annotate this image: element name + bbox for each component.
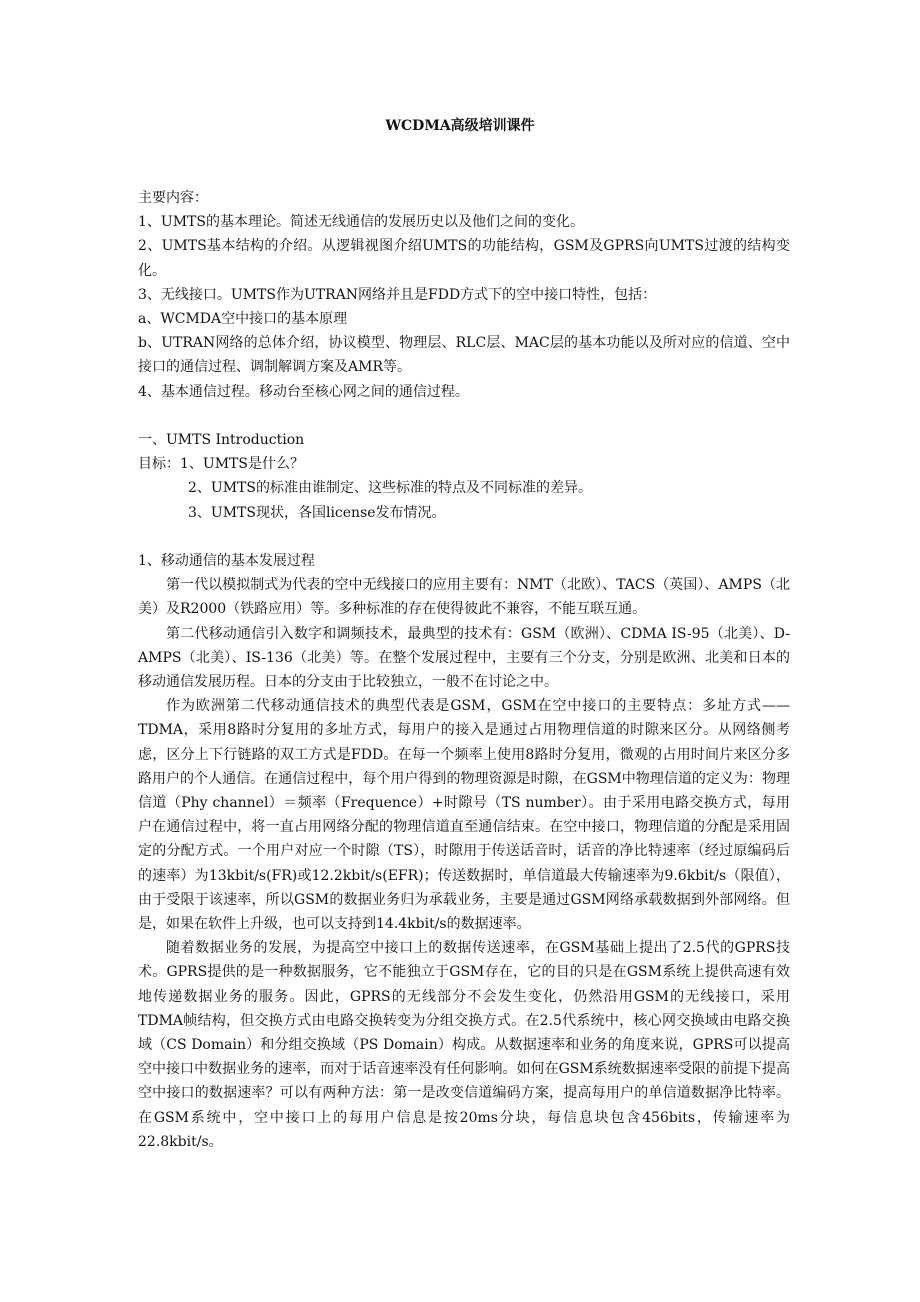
goal-item-3: 3、UMTS现状，各国license发布情况。 [188,504,446,521]
spacer [138,525,790,549]
overview-item-4: 4、基本通信过程。移动台至核心网之间的通信过程。 [138,383,469,400]
paragraph-first-generation: 第一代以模拟制式为代表的空中无线接口的应用主要有：NMT（北欧）、TACS（英国）、AMPS（北美）及R2000（铁路应用）等。多种标准的存在使得彼此不兼容，不能互联互通。 [138,577,790,618]
overview-item-3a: a、WCMDA空中接口的基本原理 [138,311,348,328]
overview-item-2: 2、UMTS基本结构的介绍。从逻辑视图介绍UMTS的功能结构，GSM及GPRS向UMTS过渡的结构变化。 [138,238,790,279]
overview-item-3: 3、无线接口。UMTS作为UTRAN网络并且是FDD方式下的空中接口特性，包括： [138,286,657,303]
goal-item-1: 目标：1、UMTS是什么？ [138,456,304,473]
paragraph-second-generation: 第二代移动通信引入数字和调频技术，最典型的技术有：GSM（欧洲）、CDMA IS-95（北美）、D-AMPS（北美）、IS-136（北美）等。在整个发展过程中，主要有三个分支，分别是欧洲、北美和日本的移动通信发展历程。日本的分支由于比较独立，一般不在讨论之中。 [138,625,790,691]
document-body [138,186,790,1154]
subsection-heading: 1、移动通信的基本发展过程 [138,553,315,570]
overview-heading: 主要内容： [138,190,208,206]
paragraph-gsm: 作为欧洲第二代移动通信技术的典型代表是GSM，GSM在空中接口的主要特点：多址方式——TDMA，采用8路时分复用的多址方式，每用户的接入是通过占用物理信道的时隙来区分。从网络侧考虑，区分上下行链路的双工方式是FDD。在每一个频率上使用8路时分复用，微观的占用时间片来区分多路用户的个人通信。在通信过程中，每个用户得到的物理资源是时隙，在GSM中物理信道的定义为：物理信道（Phy channel）＝频率（Frequence）+时隙号（TS number）。由于采用电路交换方式，每用户在通信过程中，将一直占用网络分配的物理信道直至通信结束。在空中接口，物理信道的分配是采用固定的分配方式。一个用户对应一个时隙（TS），时隙用于传送话音时，话音的净比特速率（经过原编码后的速率）为13kbit/s(FR)或12.2kbit/s(EFR)；传送数据时，单信道最大传输速率为9.6kbit/s（限值），由于受限于该速率，所以GSM的数据业务归为承载业务，主要是通过GSM网络承载数据到外部网络。但是，如果在软件上升级，也可以支持到14.4kbit/s的数据速率。 [138,698,790,933]
overview-item-1: 1、UMTS的基本理论。简述无线通信的发展历史以及他们之间的变化。 [138,214,584,231]
document-title: WCDMA高级培训课件 [385,118,535,134]
paragraph-gprs: 随着数据业务的发展，为提高空中接口上的数据传送速率，在GSM基础上提出了2.5代的GPRS技术。GPRS提供的是一种数据服务，它不能独立于GSM存在，它的目的只是在GSM系统上提供高速有效地传递数据业务的服务。因此，GPRS的无线部分不会发生变化，仍然沿用GSM的无线接口，采用TDMA帧结构，但交换方式由电路交换转变为分组交换方式。在2.5代系统中，核心网交换域由电路交换域（CS Domain）和分组交换域（PS Domain）构成。从数据速率和业务的角度来说，GPRS可以提高空中接口中数据业务的速率，而对于话音速率没有任何影响。如何在GSM系统数据速率受限的前提下提高空中接口的数据速率？可以有两种方法：第一是改变信道编码方案，提高每用户的单信道数据净比特率。在GSM系统中，空中接口上的每用户信息是按20ms分块，每信息块包含456bits，传输速率为22.8kbit/s。 [138,940,790,1150]
goal-item-2: 2、UMTS的标准由谁制定、这些标准的特点及不同标准的差异。 [188,480,592,497]
overview-item-3b: b、UTRAN网络的总体介绍，协议模型、物理层、RLC层、MAC层的基本功能以及所对应的信道、空中接口的通信过程、调制解调方案及AMR等。 [138,335,790,376]
spacer [138,404,790,428]
section-heading: 一、UMTS Introduction [138,432,305,449]
